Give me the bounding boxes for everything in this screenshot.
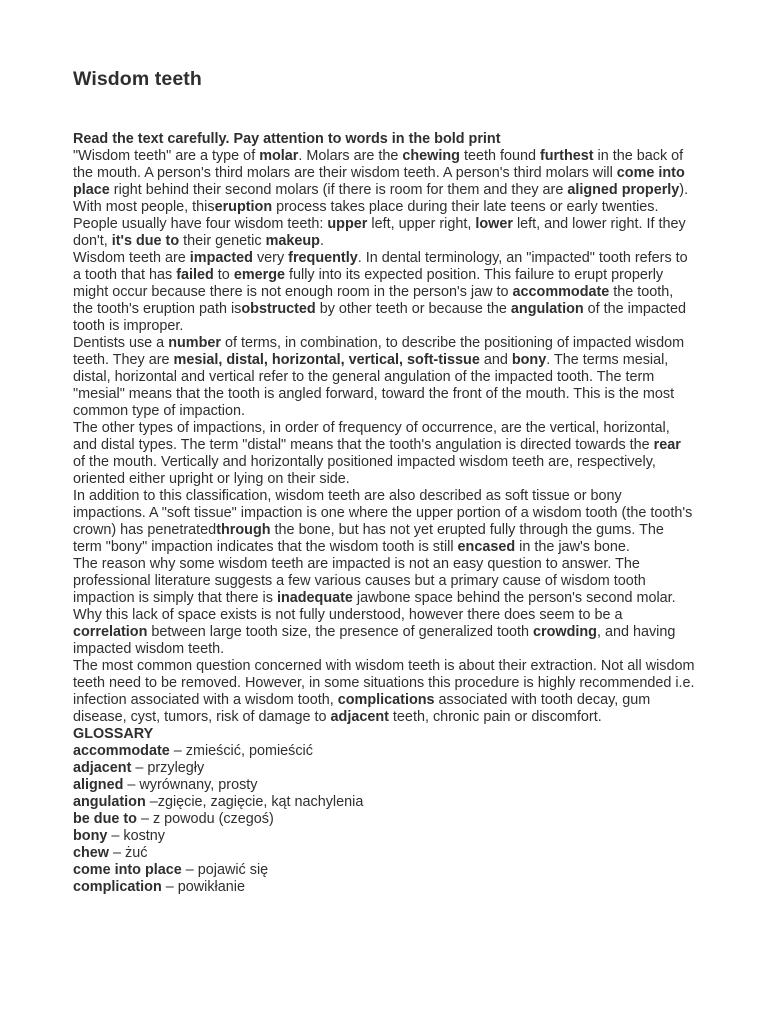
bold-term: furthest [539, 148, 594, 164]
paragraph-1 [73, 148, 695, 216]
paragraph-3 [73, 250, 695, 335]
document-body [73, 131, 695, 896]
bold-term: rear [653, 437, 681, 453]
glossary-item [73, 828, 695, 845]
text-run: left, upper right, [367, 216, 476, 232]
glossary-term: accommodate [73, 743, 170, 759]
text-run: teeth, chronic pain or discomfort. [388, 709, 602, 725]
glossary-definition: – pojawić się [181, 862, 269, 878]
text-run: The other types of impactions, in order of frequency of occurrence, are the vertical, horizontal, and distal types. The term "distal" means that the tooth's angulation is directed towards the [73, 420, 670, 453]
bold-term: come into place [73, 165, 685, 198]
text-run: . [319, 233, 324, 249]
text-run: jawbone space behind the person's second molar. Why this lack of space exists is not fully understood, however there does seem to be a [73, 590, 676, 623]
text-run: and [479, 352, 512, 368]
glossary-item [73, 760, 695, 777]
bold-term: angulation [510, 301, 584, 317]
text-run: the bone, but has not yet erupted fully through the gums. The term "bony" impaction indicates that the wisdom tooth is still [73, 522, 664, 555]
glossary-term: adjacent [73, 760, 132, 776]
text-run: , and having impacted wisdom teeth. [73, 624, 676, 657]
bold-term: lower [475, 216, 513, 232]
paragraph-2 [73, 216, 695, 250]
text-run: very [252, 250, 289, 266]
paragraph-6 [73, 488, 695, 556]
glossary-definition: – żuć [109, 845, 148, 861]
text-run: of the impacted tooth is improper. [73, 301, 687, 334]
text-run: . Molars are the [298, 148, 403, 164]
glossary-definition: – powikłanie [161, 879, 245, 895]
bold-term: accommodate [512, 284, 610, 300]
text-run: between large tooth size, the presence of generalized tooth [147, 624, 533, 640]
glossary-definition: – zmieścić, pomieścić [169, 743, 313, 759]
bold-term: correlation [73, 624, 148, 640]
text-run: in the jaw's bone. [515, 539, 630, 555]
bold-term: complications [337, 692, 435, 708]
glossary-item [73, 743, 695, 760]
text-run: associated with tooth decay, gum disease, cyst, tumors, risk of damage to [73, 692, 651, 725]
text-run: The most common question concerned with wisdom teeth is about their extraction. Not all wisdom teeth need to be removed. However, in some situations this procedure is highly recommended i.e. infection associated with a wisdom tooth, [73, 658, 695, 708]
glossary-term: angulation [73, 794, 146, 810]
text-run: Dentists use a [73, 335, 169, 351]
glossary-term: come into place [73, 862, 182, 878]
bold-term: inadequate [276, 590, 353, 606]
glossary-item [73, 845, 695, 862]
bold-term: encased [457, 539, 516, 555]
glossary-definition: – kostny [107, 828, 165, 844]
glossary-term: chew [73, 845, 109, 861]
glossary-term: aligned [73, 777, 124, 793]
text-run: left, and lower right. If they don't, [73, 216, 686, 249]
bold-term: aligned properly [567, 182, 680, 198]
bold-term: mesial, distal, horizontal, vertical, soft-tissue [173, 352, 480, 368]
bold-term: through [216, 522, 271, 538]
bold-term: emerge [233, 267, 286, 283]
bold-term: upper [327, 216, 368, 232]
text-run: fully into its expected position. This failure to erupt properly might occur because there is not enough room in the person's jaw to [73, 267, 664, 300]
text-run: ). With most people, this [73, 182, 689, 215]
glossary-item [73, 811, 695, 828]
text-run: of terms, in combination, to describe the positioning of impacted wisdom teeth. They are [73, 335, 685, 368]
text-run: to [213, 267, 234, 283]
text-run: right behind their second molars (if there is room for them and they are [109, 182, 568, 198]
bold-term: eruption [214, 199, 273, 215]
glossary-item [73, 862, 695, 879]
text-run: People usually have four wisdom teeth: [73, 216, 328, 232]
bold-term: makeup [265, 233, 320, 249]
paragraph-4 [73, 335, 695, 420]
glossary-definition: – wyrównany, prosty [123, 777, 258, 793]
paragraph-5 [73, 420, 695, 488]
text-run: The reason why some wisdom teeth are impacted is not an easy question to answer. The professional literature suggests a few various causes but a primary cause of wisdom tooth impaction is simply that there is [73, 556, 646, 606]
bold-term: crowding [532, 624, 597, 640]
bold-term: number [168, 335, 221, 351]
document-title: Wisdom teeth [73, 68, 202, 90]
text-run: process takes place during their late teens or early twenties. [272, 199, 659, 215]
glossary-list [73, 743, 695, 896]
bold-term: frequently [288, 250, 358, 266]
glossary-item [73, 879, 695, 896]
text-run: . In dental terminology, an "impacted" tooth refers to a tooth that has [73, 250, 688, 283]
glossary-definition: – z powodu (czegoś) [136, 811, 274, 827]
text-run: the tooth, the tooth's eruption path is [73, 284, 674, 317]
text-run: by other teeth or because the [315, 301, 511, 317]
bold-term: impacted [189, 250, 253, 266]
bold-term: bony [511, 352, 547, 368]
glossary-item [73, 777, 695, 794]
glossary-term: be due to [73, 811, 137, 827]
text-run: of the mouth. Vertically and horizontally positioned impacted wisdom teeth are, respectively, oriented either upright or lying on their side. [73, 454, 656, 487]
bold-term: molar [259, 148, 299, 164]
glossary-title: GLOSSARY [73, 726, 154, 742]
text-run: . The terms mesial, distal, horizontal and vertical refer to the general angulation of the impacted tooth. The term "mesial" means that the tooth is angled forward, toward the front of the mouth. This is the most common type of impaction. [73, 352, 675, 419]
instruction-line: Read the text carefully. Pay attention to words in the bold print [73, 131, 501, 147]
text-run: in the back of the mouth. A person's third molars are their wisdom teeth. A person's third molars will [73, 148, 684, 181]
bold-term: obstructed [241, 301, 316, 317]
bold-term: it's due to [111, 233, 180, 249]
text-run: teeth found [459, 148, 540, 164]
bold-term: failed [176, 267, 214, 283]
text-run: In addition to this classification, wisdom teeth are also described as soft tissue or bony impactions. A "soft tissue" impaction is one where the upper portion of a wisdom tooth (the tooth's crown) has penetrated [73, 488, 693, 538]
glossary-definition: –zgięcie, zagięcie, kąt nachylenia [145, 794, 364, 810]
glossary-item [73, 794, 695, 811]
bold-term: chewing [402, 148, 460, 164]
text-run: Wisdom teeth are [73, 250, 190, 266]
glossary-term: complication [73, 879, 162, 895]
paragraph-7 [73, 556, 695, 658]
bold-term: adjacent [330, 709, 389, 725]
article-text [73, 148, 695, 726]
glossary-definition: – przyległy [131, 760, 205, 776]
glossary-term: bony [73, 828, 108, 844]
text-run: "Wisdom teeth" are a type of [73, 148, 260, 164]
paragraph-8 [73, 658, 695, 726]
text-run: their genetic [179, 233, 266, 249]
